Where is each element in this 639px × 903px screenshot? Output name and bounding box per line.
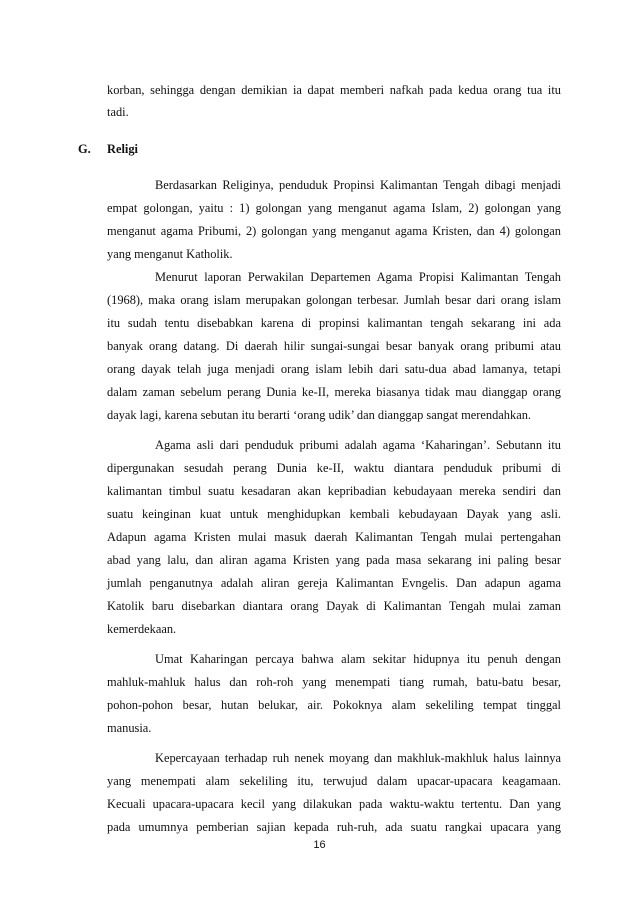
section-letter: G. (78, 142, 91, 156)
text-line: Menurut laporan Perwakilan Departemen Agama Propisi Kalimantan Tengah (155, 270, 561, 284)
text-line: menganut agama Pribumi, 2) golongan yang menganut agama Kristen, dan 4) golongan (107, 224, 561, 238)
text-line: banyak orang datang. Di daerah hilir sungai-sungai besar banyak orang pribumi atau (107, 339, 561, 353)
text-line: yang menganut Katholik. (107, 247, 233, 261)
text-line: manusia. (107, 721, 152, 735)
text-line: Umat Kaharingan percaya bahwa alam sekitar hidupnya itu penuh dengan (155, 652, 561, 666)
text-line: Adapun agama Kristen mulai masuk daerah Kalimantan Tengah mulai pertengahan (107, 530, 561, 544)
text-line: Berdasarkan Religinya, penduduk Propinsi Kalimantan Tengah dibagi menjadi (155, 178, 561, 192)
text-line: dayak lagi, karena sebutan itu berarti ‘orang udik’ dan dianggap sangat merendahkan. (107, 408, 531, 422)
text-line: pohon-pohon besar, hutan belukar, air. Pokoknya alam sekeliling tempat tinggal (107, 698, 561, 712)
text-line: (1968), maka orang islam merupakan golongan terbesar. Jumlah besar dari orang islam (107, 293, 561, 307)
text-line: Kepercayaan terhadap ruh nenek moyang dan makhluk-makhluk halus lainnya (155, 751, 561, 765)
text-line: tadi. (107, 105, 129, 119)
text-line: Agama asli dari penduduk pribumi adalah agama ‘Kaharingan’. Sebutann itu (155, 438, 561, 452)
text-line: dalam zaman sebelum perang Dunia ke-II, mereka biasanya tidak mau dianggap orang (107, 385, 561, 399)
text-line: pada umumnya pemberian sajian kepada ruh-ruh, ada suatu rangkai upacara yang (107, 820, 561, 834)
text-line: jumlah penganutnya adalah aliran gereja Kalimantan Evngelis. Dan adapun agama (107, 576, 561, 590)
text-line: Katolik baru disebarkan diantara orang Dayak di Kalimantan Tengah mulai zaman (107, 599, 561, 613)
page-number: 16 (313, 839, 326, 851)
text-line: Kecuali upacara-upacara kecil yang dilakukan pada waktu-waktu tertentu. Dan yang (107, 797, 561, 811)
section-title: Religi (107, 142, 138, 156)
text-line: empat golongan, yaitu : 1) golongan yang menganut agama Islam, 2) golongan yang (107, 201, 561, 215)
text-line: abad yang lalu, dan aliran agama Kristen yang pada masa sekarang ini paling besar (107, 553, 561, 567)
text-line: suatu keinginan kuat untuk menghidupkan kembali kebudayaan Dayak yang asli. (107, 507, 561, 521)
text-line: mahluk-mahluk halus dan roh-roh yang menempati tiang rumah, batu-batu besar, (107, 675, 561, 689)
text-line: yang menempati alam sekeliling itu, terwujud dalam upacar-upacara keagamaan. (107, 774, 561, 788)
text-line: kalimantan timbul suatu kesadaran akan kepribadian kebudayaan mereka sendiri dan (107, 484, 561, 498)
text-line: orang dayak telah juga menjadi orang islam lebih dari satu-dua abad lamanya, tetapi (107, 362, 561, 376)
text-line: korban, sehingga dengan demikian ia dapat memberi nafkah pada kedua orang tua itu (107, 83, 561, 97)
text-line: kemerdekaan. (107, 622, 177, 636)
text-line: dipergunakan sesudah perang Dunia ke-II, waktu diantara penduduk pribumi di (107, 461, 561, 475)
text-line: itu sudah tentu disebabkan karena di propinsi kalimantan tengah sekarang ini ada (107, 316, 561, 330)
